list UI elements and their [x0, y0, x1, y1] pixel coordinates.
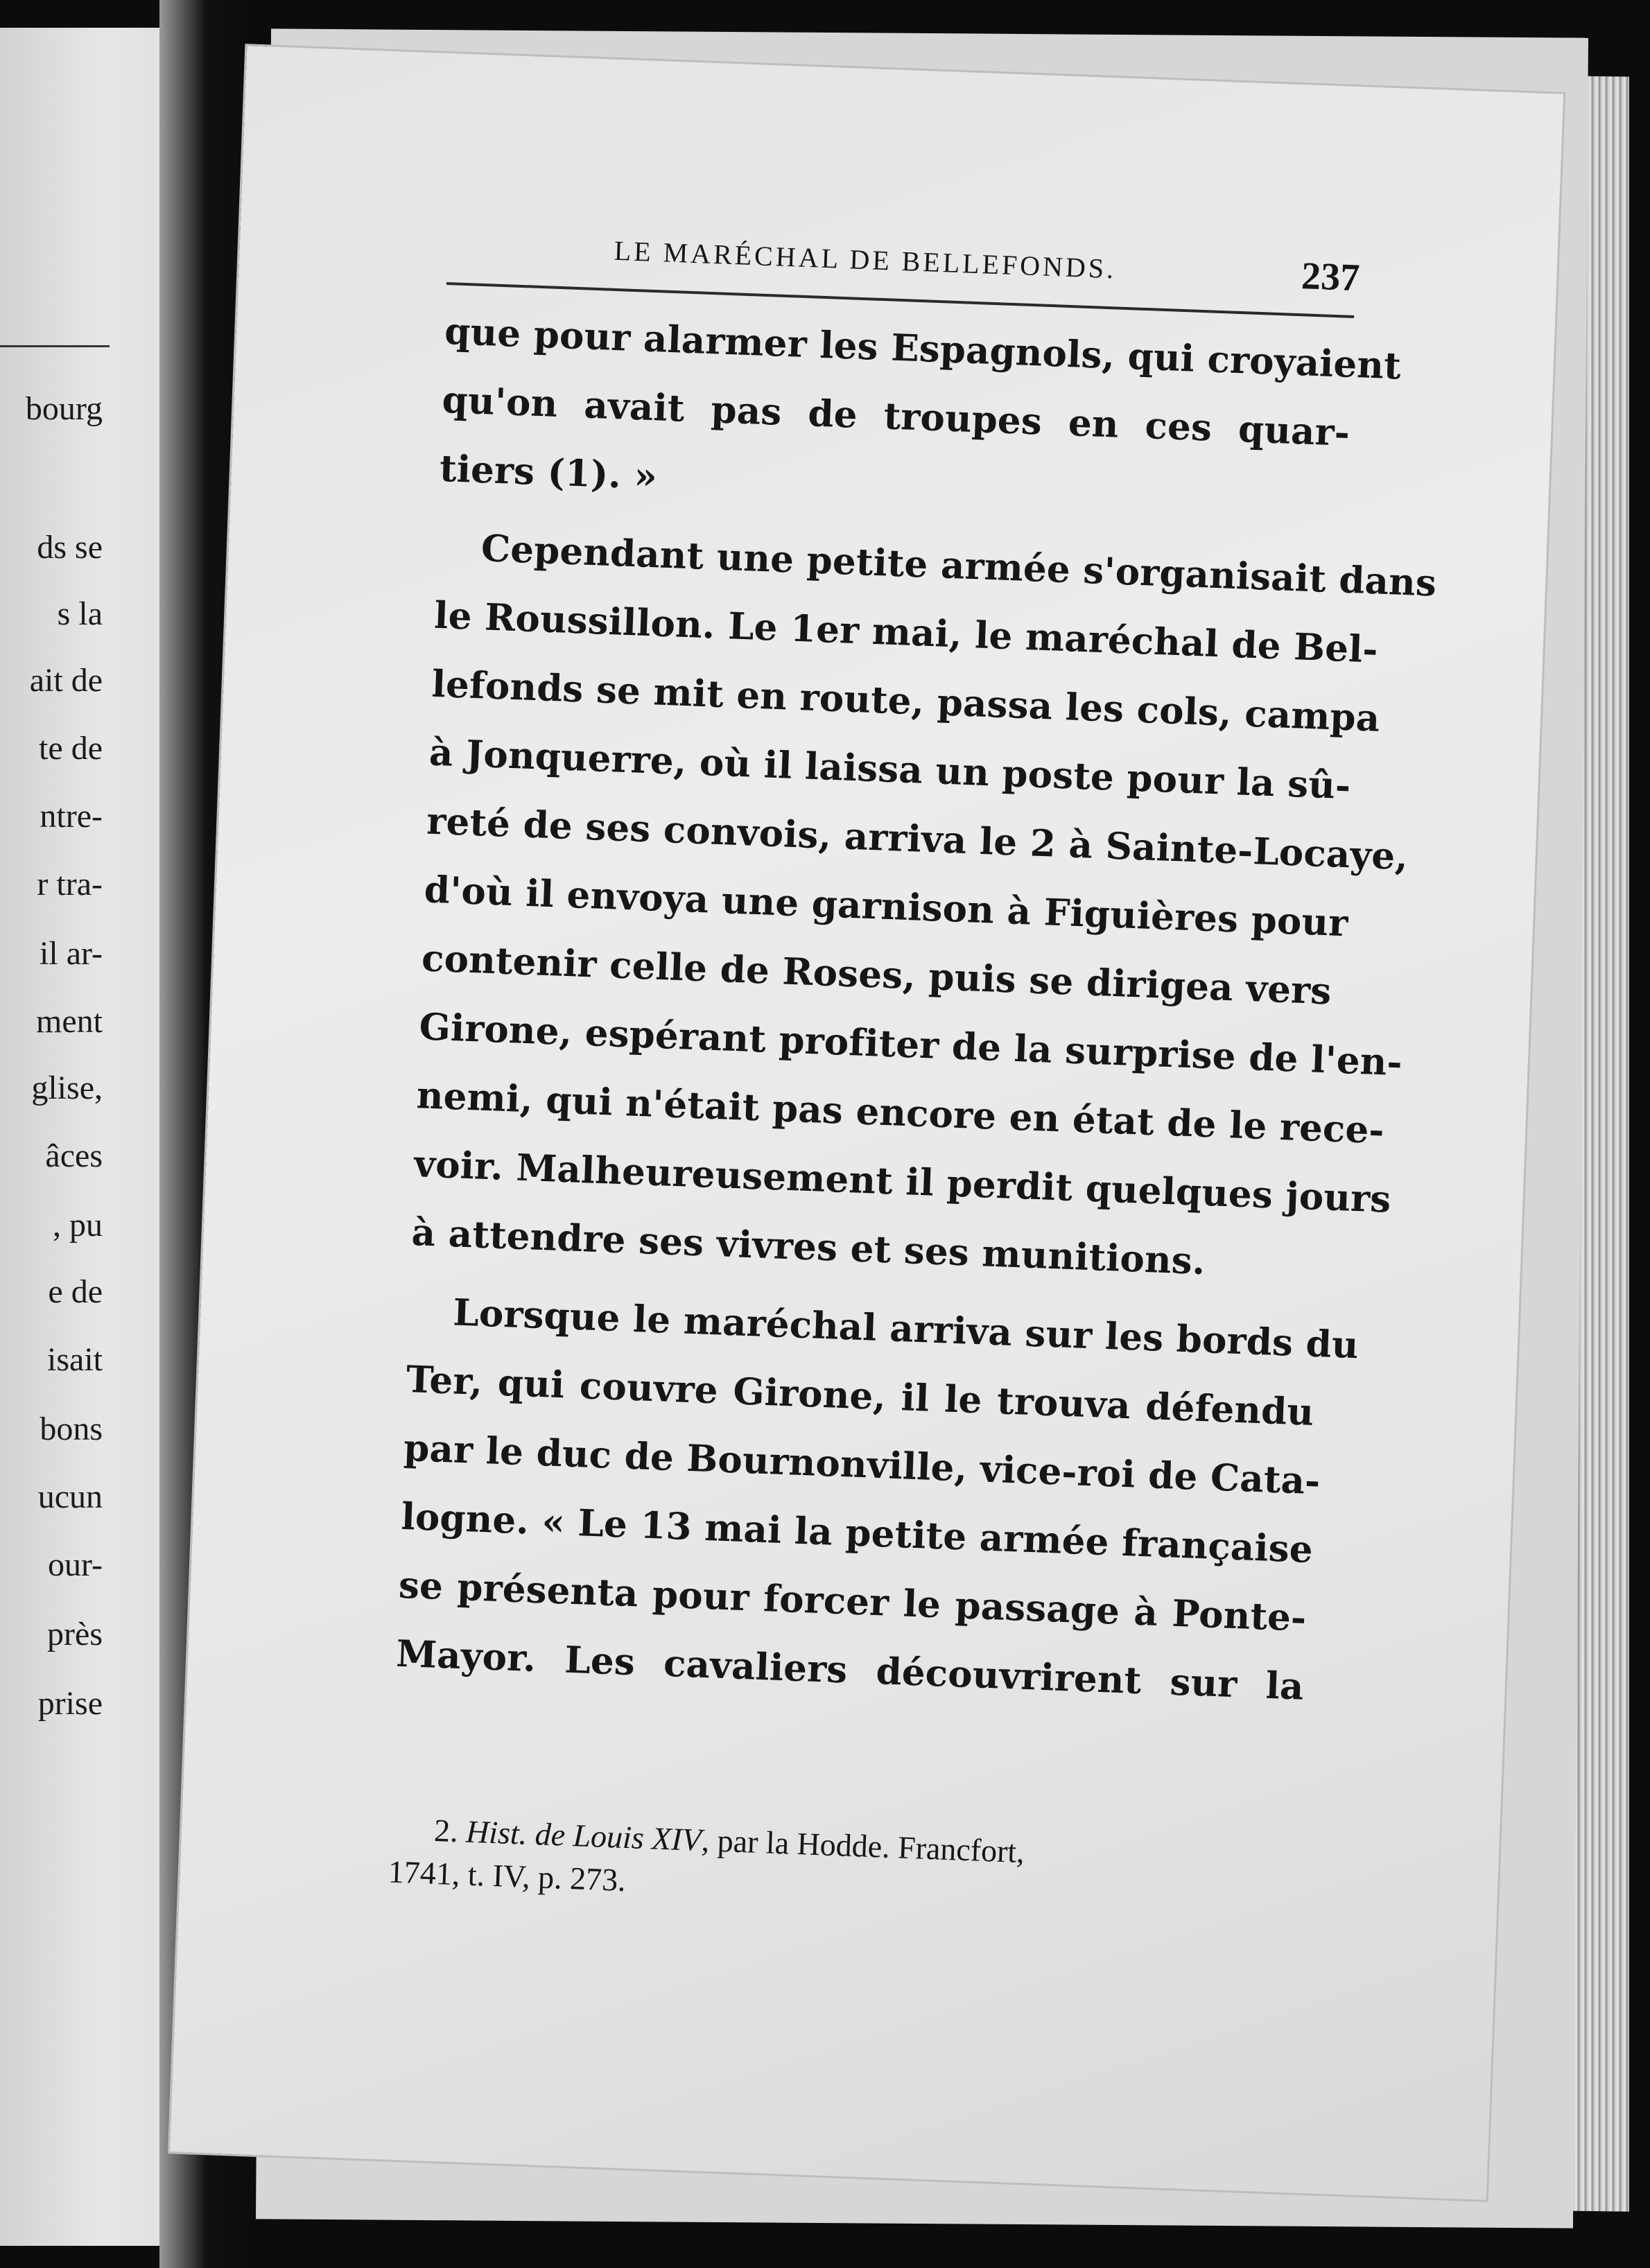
- left-page-line: s la: [57, 595, 103, 632]
- left-page-line: âces: [45, 1137, 103, 1174]
- text-line: à Jonquerre, où il laissa un poste pour la sû-: [428, 731, 1352, 808]
- left-page-line: près: [47, 1616, 103, 1652]
- text-line: contenir celle de Roses, puis se dirigea vers: [421, 936, 1332, 1013]
- text-line: le Roussillon. Le 1er mai, le maréchal de Bel-: [433, 593, 1379, 672]
- left-page-line: , pu: [53, 1207, 103, 1244]
- left-page-line: prise: [37, 1685, 103, 1722]
- left-page-line: ds se: [37, 529, 103, 566]
- left-page-line: ucun: [37, 1478, 103, 1515]
- left-page-line: r tra-: [37, 866, 103, 902]
- text-line: à attendre ses vivres et ses munitions.: [410, 1211, 1206, 1284]
- text-line: par le duc de Bournonville, vice-roi de Cata-: [403, 1426, 1321, 1503]
- text-line: se présenta pour forcer le passage à Ponte-: [397, 1563, 1308, 1640]
- footnote-number: 2.: [433, 1812, 459, 1849]
- text-line: que pour alarmer les Espagnols, qui croyaient: [444, 309, 1402, 388]
- left-page-line: glise,: [31, 1070, 103, 1106]
- left-page-line: il ar-: [40, 935, 103, 972]
- footnote-title: Hist. de Louis XIV: [465, 1813, 702, 1858]
- left-page-line: ntre-: [40, 798, 103, 835]
- text-line: Mayor. Les cavaliers découvrirent sur la: [395, 1632, 1305, 1709]
- left-page-rule: [0, 345, 110, 347]
- text-line: nemi, qui n'était pas encore en état de le rece-: [415, 1074, 1385, 1153]
- left-page-line: ait de: [29, 662, 103, 699]
- footnote: [388, 1808, 1299, 1927]
- footnote-rest: , par la Hodde. Francfort,: [700, 1822, 1025, 1870]
- left-page-line: bons: [40, 1411, 103, 1447]
- page-number: 237: [1301, 254, 1361, 300]
- text-line: lefonds se mit en route, passa les cols, campa: [431, 662, 1381, 740]
- text-line: Girone, espérant profiter de la surprise de l'en-: [418, 1005, 1403, 1085]
- text-line: d'où il envoya une garnison à Figuières pour: [423, 868, 1349, 945]
- text-line: reté de ses convois, arriva le 2 à Sainte-Locaye,: [426, 799, 1409, 879]
- left-page-line: our-: [47, 1546, 103, 1583]
- text-line: Cependant une petite armée s'organisait dans: [480, 527, 1438, 605]
- text-line: tiers (1). »: [439, 446, 659, 498]
- running-header: LE MARÉCHAL DE BELLEFONDS.: [614, 234, 1117, 285]
- left-page-line: e de: [48, 1273, 103, 1310]
- text-line: voir. Malheureusement il perdit quelques jours: [413, 1142, 1392, 1221]
- text-line: qu'on avait pas de troupes en ces quar-: [441, 378, 1351, 455]
- text-line: logne. « Le 13 mai la petite armée française: [400, 1494, 1314, 1571]
- left-page-line: bourg: [25, 390, 103, 427]
- left-page-line: ment: [36, 1003, 103, 1040]
- left-page-line: isait: [47, 1341, 103, 1378]
- text-line: Lorsque le maréchal arriva sur les bords du: [452, 1291, 1360, 1368]
- body-text: [395, 297, 1438, 1722]
- footnote-line: 1741, t. IV, p. 273.: [388, 1853, 627, 1898]
- left-page-line: te de: [39, 730, 103, 767]
- right-page: [170, 46, 1563, 2200]
- text-line: Ter, qui couvre Girone, il le trouva défendu: [405, 1357, 1315, 1434]
